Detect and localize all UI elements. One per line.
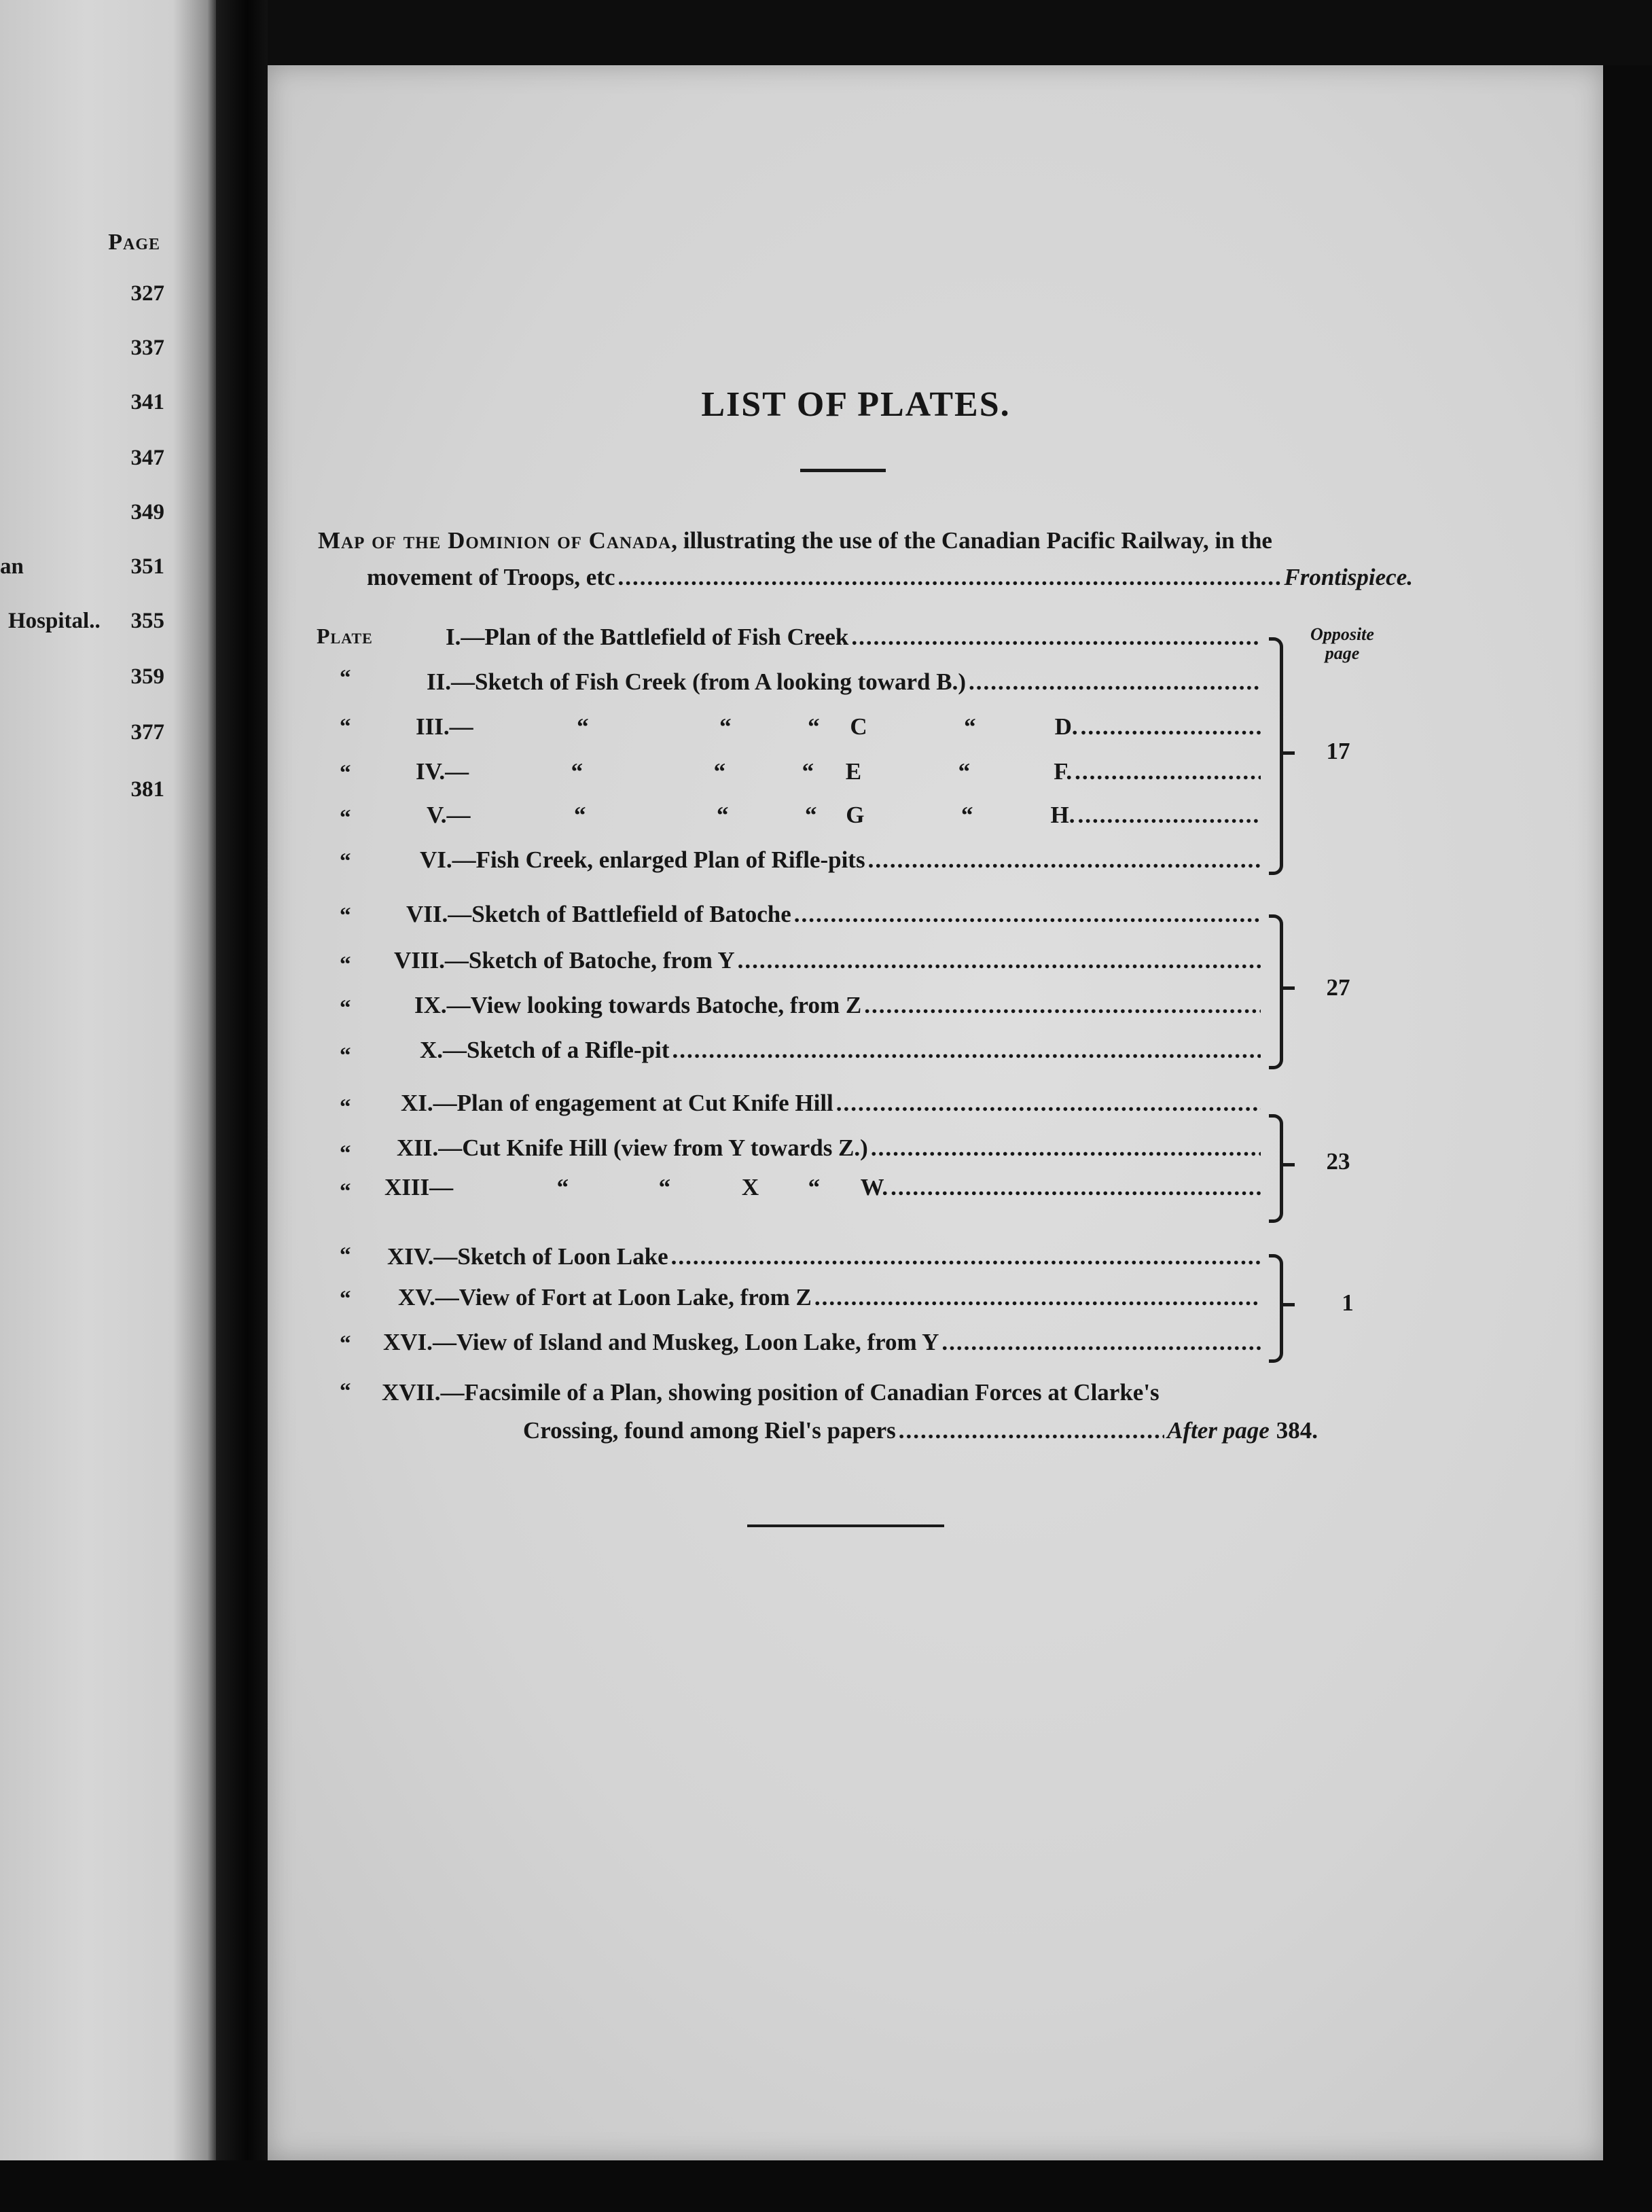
ditto-mark: “ xyxy=(340,1332,351,1356)
map-page-ref: Frontispiece. xyxy=(1284,564,1413,590)
leader-dots xyxy=(891,1174,1261,1201)
title-rule xyxy=(800,469,886,472)
plate-label: Plate xyxy=(317,624,373,648)
leader-dots xyxy=(836,1090,1261,1117)
ditto-mark: “ xyxy=(340,806,351,830)
ditto-mark: “ xyxy=(340,952,351,977)
plate-row-iv: IV. — “ “ “ E “ F. ..... xyxy=(416,758,1263,792)
ditto-mark: “ xyxy=(340,1243,351,1268)
page-number: 349 xyxy=(130,500,164,524)
ditto-mark: “ xyxy=(340,849,351,874)
plate-row-xii: XII. —Cut Knife Hill (view from Y towards Z.) ..... xyxy=(397,1135,1263,1169)
page-number: 327 xyxy=(130,281,164,306)
toc-row: an 351 xyxy=(0,554,164,579)
page-number: 355 xyxy=(130,609,164,633)
closing-rule xyxy=(747,1524,944,1527)
leader-dots xyxy=(1075,758,1261,785)
ditto-mark: “ xyxy=(340,715,351,739)
map-entry-text: , illustrating the use of the Canadian Pacific Railway, in the xyxy=(671,527,1272,554)
map-entry-line-2: movement of Troops, etc ..... Frontispiece. xyxy=(367,564,1413,594)
page-number: 341 xyxy=(130,390,164,414)
map-entry-line-1 xyxy=(318,527,1405,554)
toc-row xyxy=(0,390,164,427)
map-entry-caps: Map of the Dominion of Canada xyxy=(318,527,672,554)
toc-row xyxy=(0,664,164,701)
page-number: 347 xyxy=(130,446,164,470)
ditto-mark: “ xyxy=(340,1179,351,1204)
toc-row xyxy=(0,777,164,814)
plate-row-viii: VIII. —Sketch of Batoche, from Y ..... xyxy=(394,947,1263,981)
ditto-mark: “ xyxy=(340,996,351,1020)
plate-row-ii: II. —Sketch of Fish Creek (from A looking toward B.) ..... xyxy=(427,668,1263,702)
toc-row: Hospital.. 355 xyxy=(8,609,164,633)
ditto-mark: “ xyxy=(340,1287,351,1311)
ditto-mark: “ xyxy=(340,1043,351,1068)
leader-dots xyxy=(969,668,1261,696)
previous-page-fragment xyxy=(0,0,216,2212)
leader-dots xyxy=(794,901,1261,928)
plate-row-xvi: XVI. —View of Island and Muskeg, Loon Lake, from Y ..... xyxy=(383,1329,1263,1363)
toc-row xyxy=(0,336,164,372)
group-brace xyxy=(1269,914,1283,1069)
ditto-mark: “ xyxy=(340,1141,351,1166)
plate-row-vi: VI. —Fish Creek, enlarged Plan of Rifle-pits ..... xyxy=(420,846,1263,880)
page-column-header: Page xyxy=(108,230,160,255)
toc-row xyxy=(0,281,164,318)
group-brace xyxy=(1269,1254,1283,1363)
toc-row xyxy=(0,500,164,537)
group-brace xyxy=(1269,637,1283,875)
brace-tip xyxy=(1282,1303,1295,1306)
brace-tip xyxy=(1282,986,1295,990)
leader-dots xyxy=(868,846,1261,874)
plate-row-i: I. —Plan of the Battlefield of Fish Creek ..... xyxy=(446,624,1263,658)
page-number: 377 xyxy=(130,720,164,745)
brace-tip xyxy=(1282,751,1295,755)
page-number: 351 xyxy=(130,554,164,579)
leader-dots xyxy=(814,1284,1261,1311)
book-gutter xyxy=(216,0,268,2212)
leader-dots xyxy=(871,1135,1261,1162)
plate-row-ix: IX. —View looking towards Batoche, from Z ..... xyxy=(414,992,1263,1026)
ditto-mark: “ xyxy=(340,904,351,928)
leader-dots xyxy=(1078,802,1261,829)
leader-dots xyxy=(1081,713,1261,741)
plate-row-xi: XI. —Plan of engagement at Cut Knife Hill ..... xyxy=(401,1090,1263,1124)
toc-row xyxy=(0,446,164,482)
plate-row-iii: III. — “ “ “ C “ D. ..... xyxy=(416,713,1263,747)
leader-dots xyxy=(851,624,1261,651)
plate-row-vii: VII. —Sketch of Battlefield of Batoche ..... xyxy=(406,901,1263,935)
ditto-mark: “ xyxy=(340,666,351,690)
scan-border xyxy=(0,2160,1652,2212)
opposite-page-number: 17 xyxy=(1326,738,1350,764)
page-number: 381 xyxy=(130,777,164,802)
opposite-page-number: 27 xyxy=(1326,974,1350,1001)
brace-tip xyxy=(1282,1163,1295,1166)
opposite-page-header: Opposite page xyxy=(1310,624,1374,663)
leader-dots xyxy=(672,1037,1261,1064)
opposite-page-number: 1 xyxy=(1342,1289,1354,1316)
leader-dots xyxy=(617,564,1281,591)
leader-dots xyxy=(941,1329,1261,1356)
plate-row-v: V. — “ “ “ G “ H. ..... xyxy=(427,802,1263,836)
toc-row xyxy=(0,720,164,757)
page-edge-shadow xyxy=(1603,65,1652,2160)
page-number: 359 xyxy=(130,664,164,689)
opposite-page-number: 23 xyxy=(1326,1148,1350,1175)
ditto-mark: “ xyxy=(340,1379,351,1404)
page-number: 337 xyxy=(130,336,164,360)
leader-dots xyxy=(738,947,1261,974)
leader-dots xyxy=(899,1417,1164,1444)
plate-row-xiv: XIV. —Sketch of Loon Lake ..... xyxy=(387,1243,1263,1277)
leader-dots xyxy=(671,1243,1261,1270)
plate-row-x: X. —Sketch of a Rifle-pit ..... xyxy=(420,1037,1263,1071)
ditto-mark: “ xyxy=(340,761,351,785)
leader-dots xyxy=(864,992,1261,1019)
plate-row-xvii: XVII.—Facsimile of a Plan, showing position of Canadian Forces at Clarke's xyxy=(382,1379,1160,1406)
page-title: LIST OF PLATES. xyxy=(701,385,1011,424)
group-brace xyxy=(1269,1114,1283,1223)
plate-row-xv: XV. —View of Fort at Loon Lake, from Z ..... xyxy=(398,1284,1263,1318)
plate-row-xiii: XIII — “ “ X “ W. ..... xyxy=(384,1174,1263,1208)
plate-row-xvii-cont: Crossing, found among Riel's papers ..... After page 384. xyxy=(523,1417,1318,1448)
ditto-mark: “ xyxy=(340,1095,351,1120)
